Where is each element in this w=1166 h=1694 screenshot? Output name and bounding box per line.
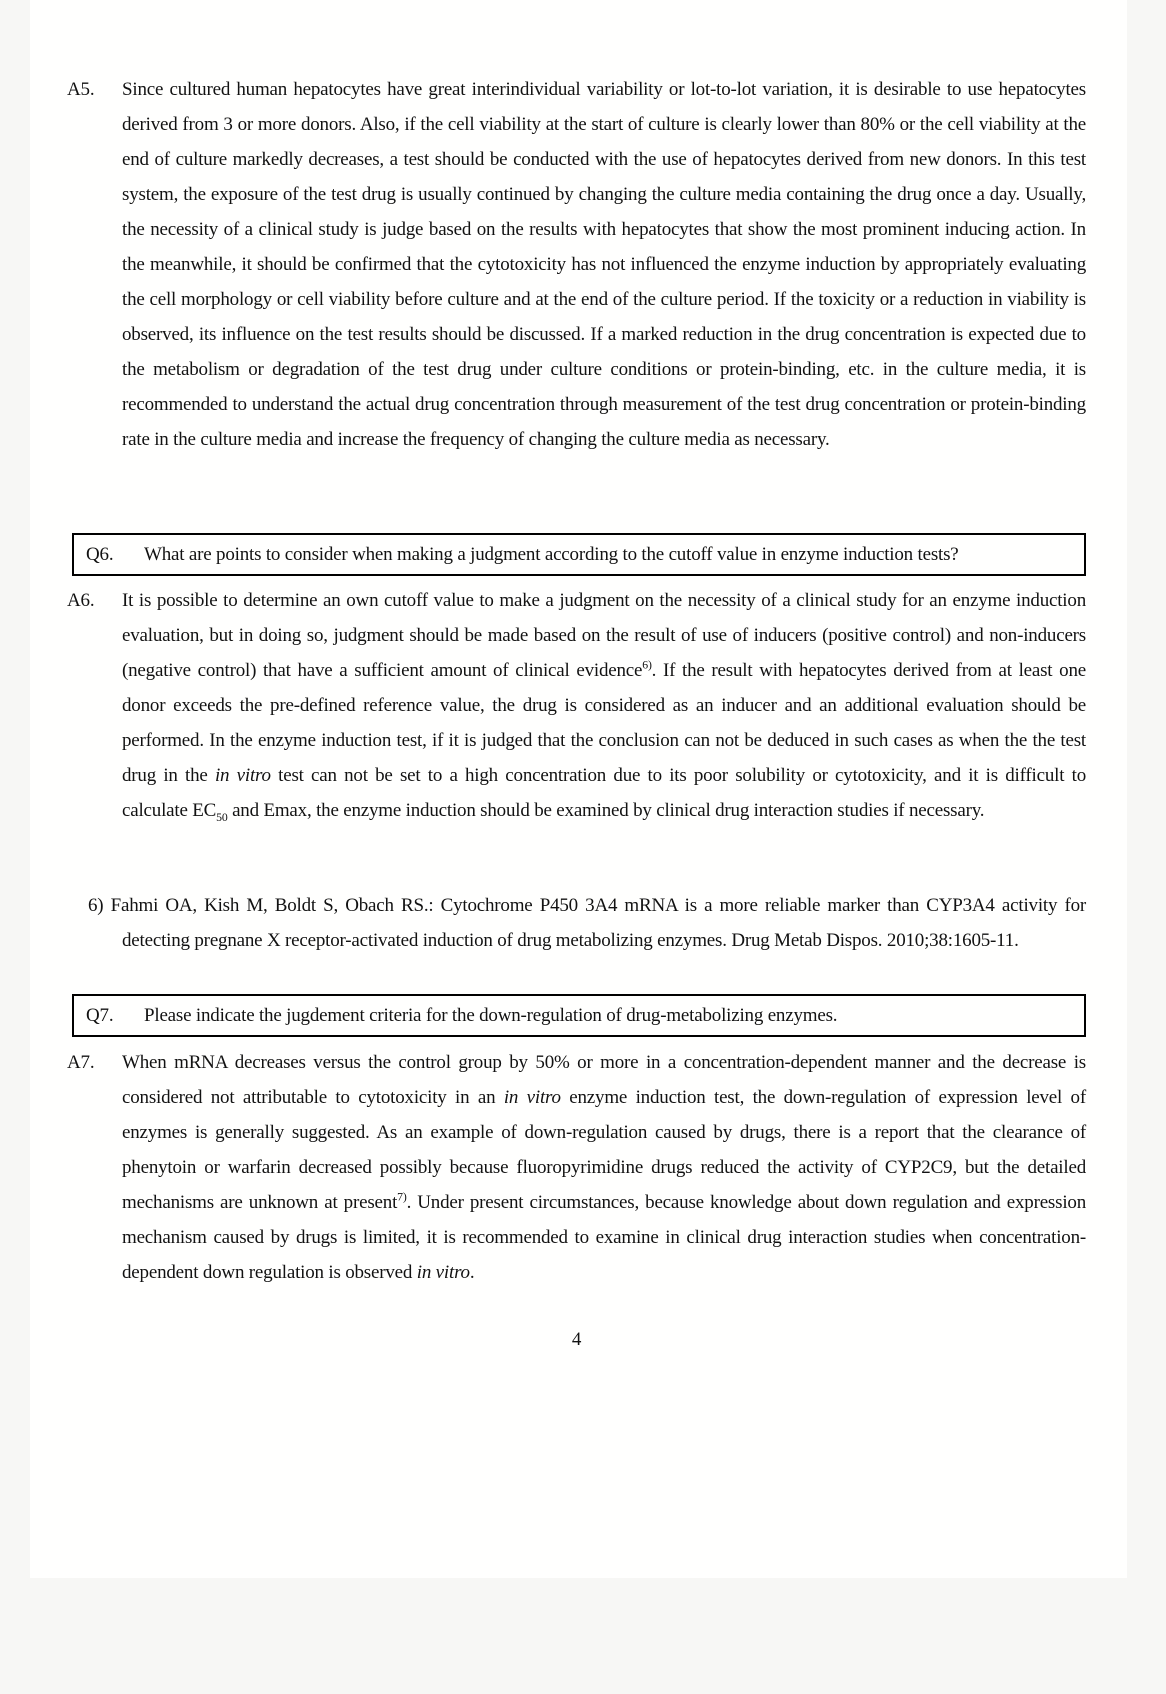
reference-6-label: 6)	[88, 895, 104, 916]
reference-6	[88, 888, 1086, 958]
answer-a6	[67, 583, 1086, 828]
question-q7-box	[72, 994, 1086, 1037]
answer-a7-text: When mRNA decreases versus the control group by 50% or more in a concentration-dependent manner and the decrease is considered not attributable to cytotoxicity in an in vitro enzyme induction test, the down-regulation of expression level of enzymes is generally suggested. As an example of down-regulation caused by drugs, there is a report that the clearance of phenytoin or warfarin decreased possibly because fluoropyrimidine drugs reduced the activity of CYP2C9, but the detailed mechanisms are unknown at present$^{7)}$. Under present circumstances, because knowledge about down regulation and expression mechanism caused by drugs is limited, it is recommended to examine in clinical drug interaction studies when concentration-dependent down regulation is observed in vitro.	[122, 1052, 1086, 1283]
answer-a5-label: A5.	[67, 79, 95, 100]
answer-a5-text: Since cultured human hepatocytes have great interindividual variability or lot-to-lot variation, it is desirable to use hepatocytes derived from 3 or more donors. Also, if the cell viability at the start of culture is clearly lower than 80% or the cell viability at the end of culture markedly decreases, a test should be conducted with the use of hepatocytes derived from new donors. In this test system, the exposure of the test drug is usually continued by changing the culture media containing the drug once a day. Usually, the necessity of a clinical study is judge based on the results with hepatocytes that show the most prominent inducing action. In the meanwhile, it should be confirmed that the cytotoxicity has not influenced the enzyme induction by appropriately evaluating the cell morphology or cell viability before culture and at the end of the culture period. If the toxicity or a reduction in viability is observed, its influence on the test results should be discussed. If a marked reduction in the drug concentration is expected due to the metabolism or degradation of the test drug under culture conditions or protein-binding, etc. in the culture media, it is recommended to understand the actual drug concentration through measurement of the test drug concentration or protein-binding rate in the culture media and increase the frequency of changing the culture media as necessary.	[122, 79, 1086, 450]
answer-a7	[67, 1045, 1086, 1290]
answer-a7-label: A7.	[67, 1052, 95, 1073]
reference-6-text: Fahmi OA, Kish M, Boldt S, Obach RS.: Cytochrome P450 3A4 mRNA is a more reliable marker than CYP3A4 activity for detecting pregnane X receptor-activated induction of drug metabolizing enzymes. Drug Metab Dispos. 2010;38:1605-11.	[103, 895, 1086, 951]
page-number: 4	[571, 1329, 582, 1350]
question-q7-text: Please indicate the jugdement criteria for the down-regulation of drug-metabolizing enzymes.	[144, 1005, 838, 1026]
page-content	[30, 0, 1127, 1357]
question-q6-box	[72, 533, 1086, 576]
question-q6-text: What are points to consider when making a judgment according to the cutoff value in enzyme induction tests?	[144, 544, 959, 565]
answer-a5	[67, 72, 1086, 457]
answer-a6-label: A6.	[67, 590, 95, 611]
answer-a6-text: It is possible to determine an own cutoff value to make a judgment on the necessity of a clinical study for an enzyme induction evaluation, but in doing so, judgment should be made based on the result of use of inducers (positive control) and non-inducers (negative control) that have a sufficient amount of clinical evidence$^{6)}$. If the result with hepatocytes derived from at least one donor exceeds the pre-defined reference value, the drug is considered as an inducer and an additional evaluation should be performed. In the enzyme induction test, if it is judged that the conclusion can not be deduced in such cases as when the the test drug in the in vitro test can not be set to a high concentration due to its poor solubility or cytotoxicity, and it is difficult to calculate $EC_{50}$ and Emax, the enzyme induction should be examined by clinical drug interaction studies if necessary.	[122, 590, 1086, 824]
document-page	[30, 0, 1127, 1578]
question-q6-label: Q6.	[86, 544, 114, 565]
question-q7-label: Q7.	[86, 1005, 114, 1026]
